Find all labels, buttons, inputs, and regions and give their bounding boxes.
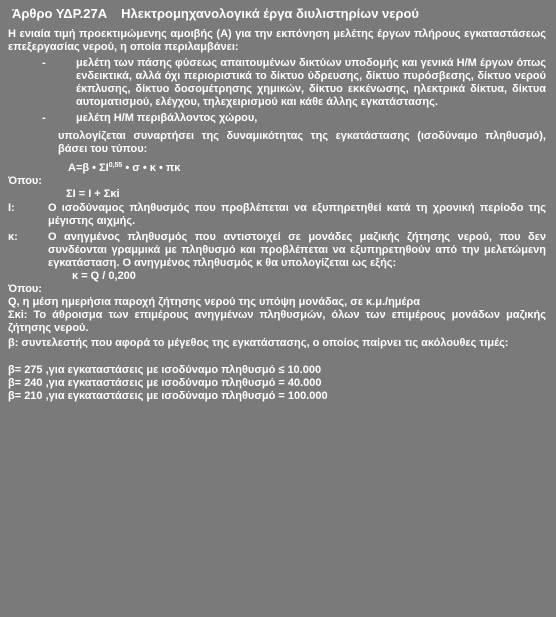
beta-value-line: β= 275 ,για εγκαταστάσεις με ισοδύναμο πληθυσμό ≤ 10.000 bbox=[8, 364, 322, 376]
sum-formula: ΣΙ = Ι + Σκi bbox=[66, 188, 120, 200]
definition-text: Ο ισοδύναμος πληθυσμός που προβλέπεται να εξυπηρετηθεί κατά τη χρονική περίοδο της μέγιστης αιχμής. bbox=[48, 202, 546, 227]
definition-beta: β: συντελεστής που αφορά το μέγεθος της εγκατάστασης, ο οποίος παίρνει τις ακόλουθες τιμές: bbox=[8, 337, 509, 349]
beta-value-line: β= 210 ,για εγκαταστάσεις με ισοδύναμο πληθυσμό = 100.000 bbox=[8, 390, 328, 402]
definition-term: Ι: bbox=[8, 202, 15, 214]
where-label: Όπου: bbox=[8, 283, 42, 295]
calc-paragraph: υπολογίζεται συναρτήσει της δυναμικότητας της εγκατάστασης (ισοδύναμο πληθυσμό), βάσει του τύπου: bbox=[58, 130, 546, 155]
where-label: Όπου: bbox=[8, 175, 42, 187]
list-item bbox=[8, 57, 546, 109]
formula-exponent: 0,55 bbox=[108, 162, 123, 169]
k-formula: κ = Q / 0,200 bbox=[72, 270, 136, 282]
formula-rhs: • σ • κ • πκ bbox=[122, 162, 181, 174]
definition-Ski: Σκi: Το άθροισμα των επιμέρους ανηγμένων πληθυσμών, όλων των επιμέρους μονάδων μαζικής ζήτησης νερού. bbox=[8, 309, 546, 334]
main-formula bbox=[68, 162, 546, 175]
definition-k bbox=[8, 231, 546, 270]
intro-paragraph: Η ενιαία τιμή προεκτιμώμενης αμοιβής (Α) για την εκπόνηση μελέτης έργων πλήρους εγκαταστάσεως επεξεργασίας νερού, η οποία περιλαμβάνει: bbox=[8, 28, 546, 53]
formula-lhs: Α=β • ΣΙ bbox=[68, 162, 109, 174]
spacer bbox=[8, 350, 546, 364]
list-item-text: μελέτη των πάσης φύσεως απαιτουμένων δικτύων υποδομής και γενικά Η/Μ έργων όπως ενδεικτικά, αλλά όχι περιοριστικά το δίκτυο ύδρευσης, δίκτυο πυρόσβεσης, δίκτυο νερού έκπλυσης, δίκτυο δοσομέτρησης χημικών, δίκτυο εκκένωσης, ηλεκτρικά δίκτυα, δίκτυα αυτοματισμού, ελέγχου, τηλεχειρισμού και κάθε άλλης εγκατάστασης. bbox=[76, 57, 546, 108]
list-dash: - bbox=[42, 112, 46, 124]
article-title: Ηλεκτρομηχανολογικά έργα διυλιστηρίων νερού bbox=[121, 6, 420, 21]
definition-I bbox=[8, 202, 546, 228]
beta-value-line: β= 240 ,για εγκαταστάσεις με ισοδύναμο πληθυσμό = 40.000 bbox=[8, 377, 322, 389]
article-heading bbox=[12, 6, 546, 21]
list-item-text: μελέτη Η/Μ περιβάλλοντος χώρου, bbox=[76, 112, 258, 124]
article-number: Άρθρο ΥΔΡ.27Α bbox=[12, 6, 108, 21]
list-dash: - bbox=[42, 57, 46, 69]
definition-Q: Q, η μέση ημερήσια παροχή ζήτησης νερού της υπόψη μονάδας, σε κ.μ./ημέρα bbox=[8, 296, 421, 308]
definition-text: Ο ανηγμένος πληθυσμός που αντιστοιχεί σε μονάδες μαζικής ζήτησης νερού, που δεν συνδέονται γραμμικά με πληθυσμό και προβλέπεται να εξυπηρετηθούν από την μελετώμενη εγκατάσταση. Ο ανηγμένος πληθυσμός κ θα υπολογίζεται ως εξής: bbox=[48, 231, 546, 269]
list-item bbox=[8, 112, 546, 125]
definition-term: κ: bbox=[8, 231, 18, 243]
